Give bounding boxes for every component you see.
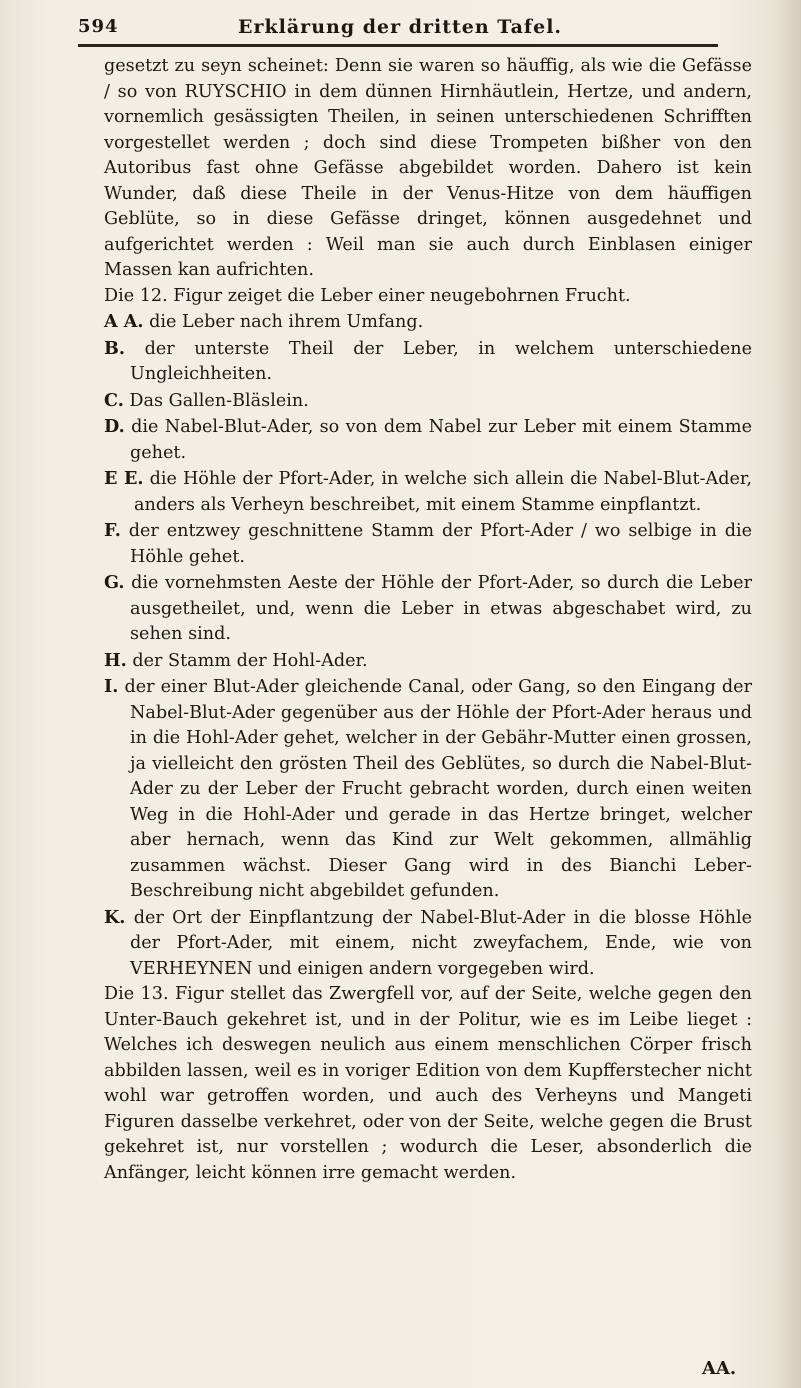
body-text [104,54,752,1186]
legend-entry-I [104,674,752,905]
catchword: AA. [702,1358,737,1379]
entry-text: die Leber nach ihrem Umfang. [149,312,424,332]
entry-key: A A. [104,311,144,332]
entry-key: I. [104,676,119,697]
intro-paragraph: gesetzt zu seyn scheinet: Denn sie waren so häuffig, als wie die Gefässe / so von RUYSCHIO in dem dünnen Hirnhäutlein, Hertze, und andern, vornemlich gesässigten Theilen, in seinen unterschiedenen Schrifften vorgestellet werden ; doch sind diese Trompeten bißher von den Autoribus fast ohne Gefässe abgebildet worden. Dahero ist kein Wunder, daß diese Theile in der Venus-Hitze von dem häuffigen Geblüte, so in diese Gefässe dringet, können ausgedehnet und aufgerichtet werden : Weil man sie auch durch Einblasen einiger Massen kan aufrichten. [104,56,752,280]
entry-key: D. [104,416,125,437]
entry-text: Das Gallen-Bläslein. [129,390,309,411]
legend-entry-C [104,388,752,415]
legend-entry-B [104,336,752,388]
legend-entry-F [104,518,752,570]
legend-entry-K [104,905,752,983]
entry-text: der entzwey geschnittene Stamm der Pfort-Ader / wo selbige in die Höhle gehet. [128,521,752,567]
entry-key: B. [104,337,125,359]
figure-13-paragraph: Die 13. Figur stellet das Zwergfell vor, auf der Seite, welche gegen den Unter-Bauch gekehret ist, und in der Politur, wie es im Leibe lieget : Welches ich deswegen neulich aus einem menschlichen Cörper frisch abbilden lassen, weil es in voriger Edition von dem Kupfferstecher nicht wohl war getroffen worden, und auch des Verheyns und Mangeti Figuren dasselbe verkehret, oder von der Seite, welche gegen die Brust gekehret ist, nur vorstellen ; wodurch die Leser, absonderlich die Anfänger, leicht können irre gemacht werden. [104,984,752,1183]
entry-key: E E. [104,468,144,489]
page-number: 594 [78,16,119,37]
entry-text: der einer Blut-Ader gleichende Canal, oder Gang, so den Eingang der Nabel-Blut-Ader gegenüber aus der Höhle der Pfort-Ader heraus und in die Hohl-Ader gehet, welcher in der Gebähr-Mutter einen grossen, ja vielleicht den grösten Theil des Geblütes, so durch die Nabel-Blut-Ader zu der Leber der Frucht gebracht worden, durch einen weiten Weg in die Hohl-Ader und gerade in das Hertze bringet, welcher aber hernach, wenn das Kind zur Welt gekommen, allmählig zusammen wächst. Dieser Gang wird in des Bianchi Leber-Beschreibung nicht abgebildet gefunden. [124,677,753,901]
entry-text: die Nabel-Blut-Ader, so von dem Nabel zur Leber mit einem Stamme gehet. [130,417,752,463]
entry-text: die vornehmsten Aeste der Höhle der Pfort-Ader, so durch die Leber ausgetheilet, und, wenn die Leber in etwas abgeschabet wird, zu sehen sind. [130,573,753,644]
legend-entry-G [104,570,752,648]
entry-key: F. [104,520,121,541]
entry-text: der unterste Theil der Leber, in welchem unterschiedene Ungleichheiten. [130,338,753,384]
legend-entry-D [104,414,752,466]
legend-entry-EE [104,466,752,518]
entry-key: G. [104,572,125,593]
legend-entry-AA [104,309,752,336]
page-header [78,14,718,44]
entry-text: der Ort der Einpflantzung der Nabel-Blut-Ader in die blosse Höhle der Pfort-Ader, mit einem, nicht zweyfachem, Ende, wie von VERHEYNEN und einigen andern vorgegeben wird. [130,907,753,979]
entry-key: K. [104,906,126,928]
entry-key: C. [104,389,124,411]
running-title: Erklärung der dritten Tafel. [238,16,563,38]
figure-12-caption: Die 12. Figur zeiget die Leber einer neugebohrnen Frucht. [104,285,631,306]
entry-text: die Höhle der Pfort-Ader, in welche sich allein die Nabel-Blut-Ader, anders als Verheyn beschreibet, mit einem Stamme einpflantzt. [134,469,753,515]
entry-text: der Stamm der Hohl-Ader. [132,650,368,671]
header-rule [78,44,718,47]
legend-entry-H [104,648,752,675]
entry-key: H. [104,649,127,671]
